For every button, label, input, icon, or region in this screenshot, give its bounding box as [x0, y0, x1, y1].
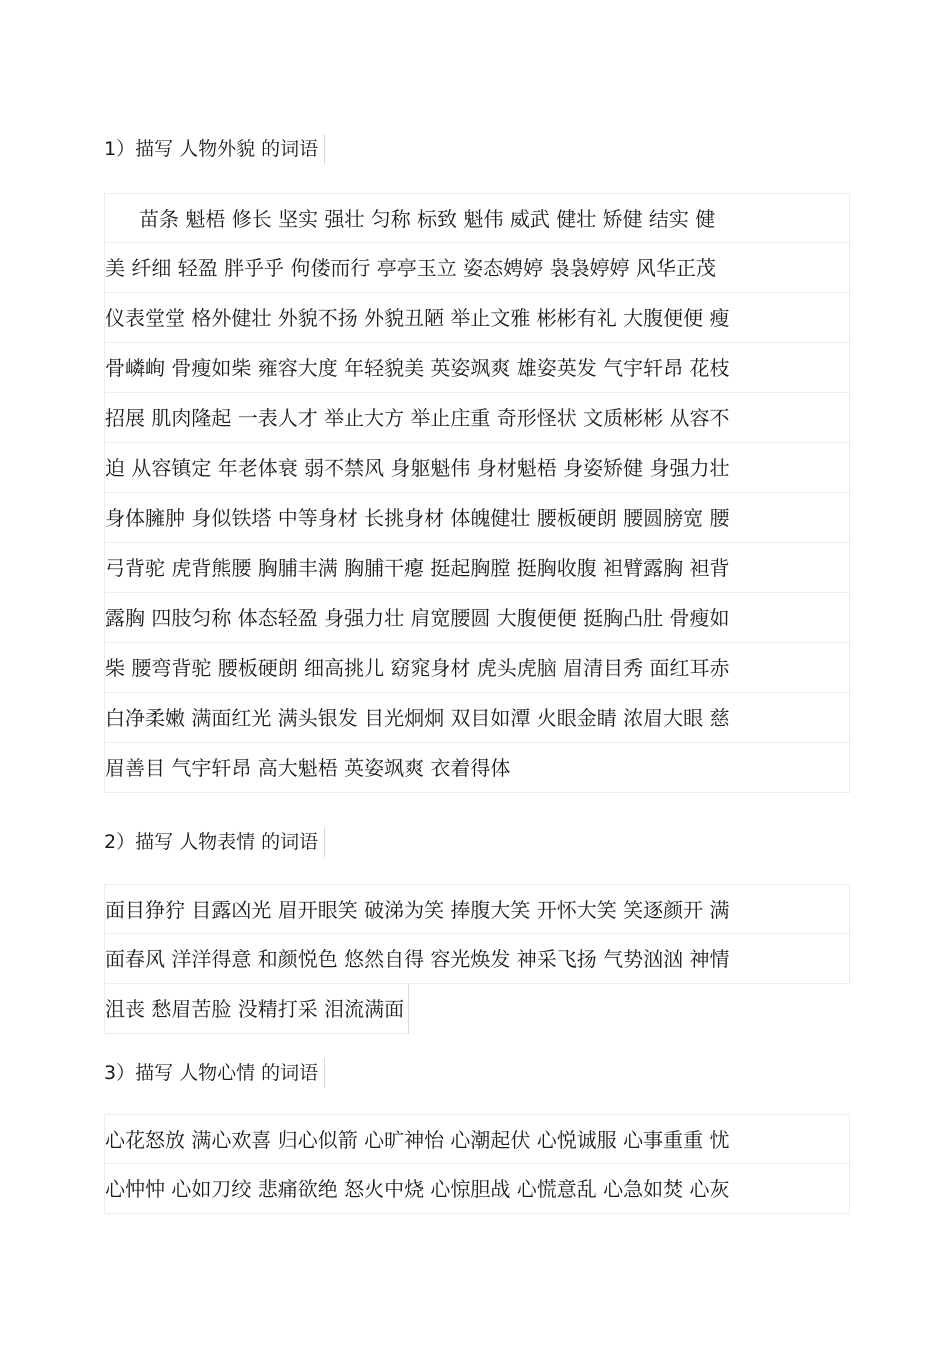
word-line: 美 纤细 轻盈 胖乎乎 佝偻而行 亭亭玉立 姿态娉婷 袅袅婷婷 风华正茂 [104, 243, 850, 293]
word-line: 面目狰狞 目露凶光 眉开眼笑 破涕为笑 捧腹大笑 开怀大笑 笑逐颜开 满 [104, 884, 850, 934]
word-block-appearance [104, 193, 850, 793]
word-line: 露胸 四肢匀称 体态轻盈 身强力壮 肩宽腰圆 大腹便便 挺胸凸肚 骨瘦如 [104, 593, 850, 643]
word-line: 骨嶙峋 骨瘦如柴 雍容大度 年轻貌美 英姿飒爽 雄姿英发 气宇轩昂 花枝 [104, 343, 850, 393]
word-block-expression [104, 884, 850, 1038]
word-line: 眉善目 气宇轩昂 高大魁梧 英姿飒爽 衣着得体 [104, 743, 850, 793]
word-line: 柴 腰弯背驼 腰板硬朗 细高挑儿 窈窕身材 虎头虎脑 眉清目秀 面红耳赤 [104, 643, 850, 693]
word-line: 仪表堂堂 格外健壮 外貌不扬 外貌丑陋 举止文雅 彬彬有礼 大腹便便 瘦 [104, 293, 850, 343]
section-heading-expression: 2）描写 人物表情 的词语 [104, 827, 325, 857]
word-block-mood [104, 1114, 850, 1214]
word-line: 苗条 魁梧 修长 坚实 强壮 匀称 标致 魁伟 威武 健壮 矫健 结实 健 [104, 193, 850, 243]
word-line: 面春风 洋洋得意 和颜悦色 悠然自得 容光焕发 神采飞扬 气势汹汹 神情 [104, 934, 850, 984]
word-line: 弓背驼 虎背熊腰 胸脯丰满 胸脯干瘪 挺起胸膛 挺胸收腹 袒臂露胸 袒背 [104, 543, 850, 593]
word-line: 迫 从容镇定 年老体衰 弱不禁风 身躯魁伟 身材魁梧 身姿矫健 身强力壮 [104, 443, 850, 493]
word-line: 沮丧 愁眉苦脸 没精打采 泪流满面 [104, 984, 409, 1034]
section-heading-appearance: 1）描写 人物外貌 的词语 [104, 134, 325, 164]
word-line: 身体臃肿 身似铁塔 中等身材 长挑身材 体魄健壮 腰板硬朗 腰圆膀宽 腰 [104, 493, 850, 543]
section-heading-mood: 3）描写 人物心情 的词语 [104, 1058, 325, 1088]
word-line: 心花怒放 满心欢喜 归心似箭 心旷神怡 心潮起伏 心悦诚服 心事重重 忧 [104, 1114, 850, 1164]
word-line: 心忡忡 心如刀绞 悲痛欲绝 怒火中烧 心惊胆战 心慌意乱 心急如焚 心灰 [104, 1164, 850, 1214]
word-line: 白净柔嫩 满面红光 满头银发 目光炯炯 双目如潭 火眼金睛 浓眉大眼 慈 [104, 693, 850, 743]
word-line: 招展 肌肉隆起 一表人才 举止大方 举止庄重 奇形怪状 文质彬彬 从容不 [104, 393, 850, 443]
